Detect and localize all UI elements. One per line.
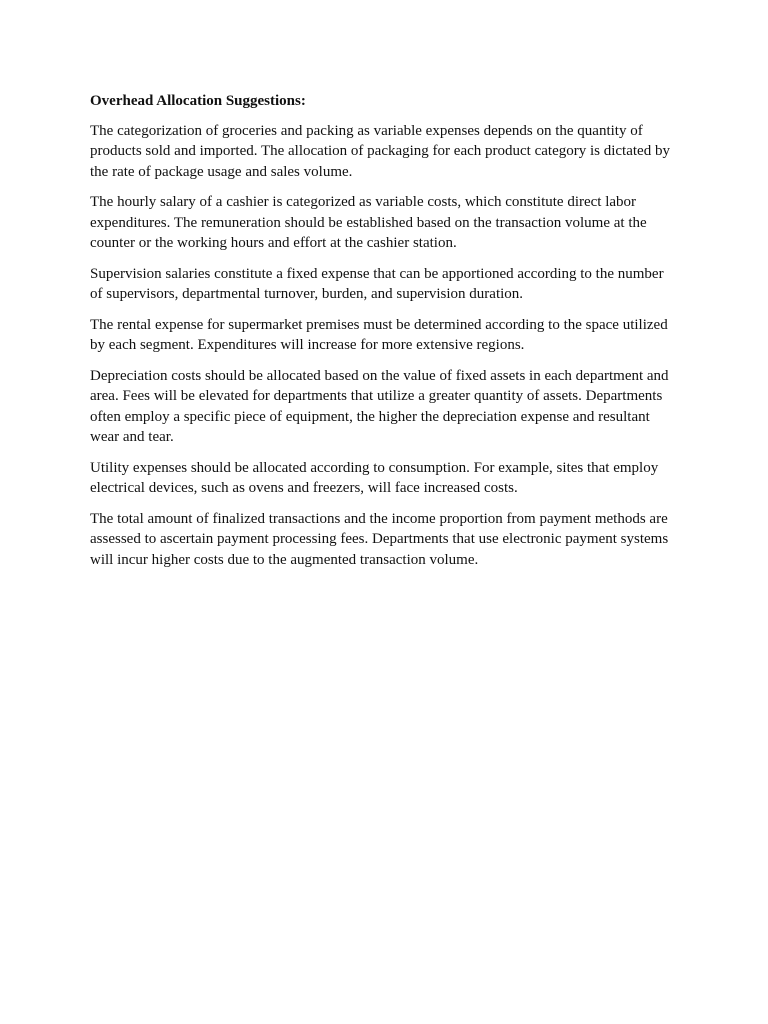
paragraph-supervision-salaries: Supervision salaries constitute a fixed expense that can be apportioned according to the number of supervisors, departmental turnover, burden, and supervision duration.: [90, 265, 664, 302]
document-heading: Overhead Allocation Suggestions:: [90, 93, 306, 109]
paragraph-depreciation-costs: Depreciation costs should be allocated based on the value of fixed assets in each department and area. Fees will be elevated for departments that utilize a greater quantity of assets. Departments often employ a specific piece of equipment, the higher the depreciation expense and resultant wear and tear.: [90, 367, 669, 445]
paragraph-payment-processing-fees: The total amount of finalized transactions and the income proportion from payment methods are assessed to ascertain payment processing fees. Departments that use electronic payment systems will incur higher costs due to the augmented transaction volume.: [90, 510, 669, 568]
paragraph-cashier-salary: The hourly salary of a cashier is categorized as variable costs, which constitute direct labor expenditures. The remuneration should be established based on the transaction volume at the counter or the working hours and effort at the cashier station.: [90, 194, 647, 251]
paragraph-rental-expense: The rental expense for supermarket premises must be determined according to the space utilized by each segment. Expenditures will increase for more extensive regions.: [90, 316, 668, 353]
paragraph-utility-expenses: Utility expenses should be allocated according to consumption. For example, sites that employ electrical devices, such as ovens and freezers, will face increased costs.: [90, 459, 659, 496]
paragraph-packing-costs: The categorization of groceries and packing as variable expenses depends on the quantity of products sold and imported. The allocation of packaging for each product category is dictated by the rate of package usage and sales volume.: [90, 122, 670, 180]
